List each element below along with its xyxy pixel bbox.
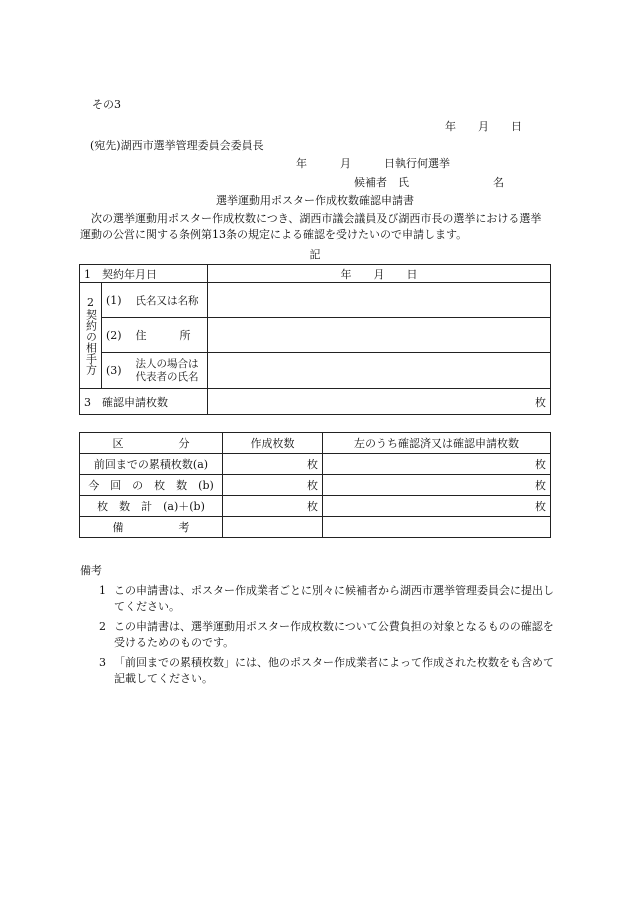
row-unit-confirmed: 枚 bbox=[323, 454, 551, 475]
sub3-label-line2: 代表者の氏名 bbox=[135, 370, 199, 383]
row-unit-confirmed bbox=[323, 517, 551, 538]
party-label: 契約の相手方 bbox=[84, 309, 98, 375]
note-item bbox=[80, 583, 560, 615]
contract-date-label: 1 契約年月日 bbox=[80, 265, 208, 283]
contract-table bbox=[79, 264, 551, 415]
party-rep-row bbox=[80, 353, 551, 389]
note-number: 3 bbox=[99, 656, 106, 669]
contract-date-row bbox=[80, 265, 551, 283]
notes-section bbox=[80, 563, 560, 687]
note-text: この申請書は、ポスター作成業者ごとに別々に候補者から湖西市選挙管理委員会に提出してください。 bbox=[114, 584, 554, 613]
sub3-label bbox=[132, 353, 208, 389]
notes-title: 備考 bbox=[80, 564, 102, 577]
row-label: 今 回 の 枚 数 (b) bbox=[80, 475, 223, 496]
document-title: 選挙運動用ポスター作成枚数確認申請書 bbox=[216, 194, 414, 207]
header-category: 区 分 bbox=[80, 433, 223, 454]
sub3-value[interactable] bbox=[208, 353, 551, 389]
sub1-number: (1) bbox=[102, 283, 132, 318]
request-count-unit: 枚 bbox=[208, 389, 551, 415]
contract-date-value: 年 月 日 bbox=[208, 265, 551, 283]
row-unit-produced bbox=[223, 517, 323, 538]
note-item bbox=[80, 655, 560, 687]
row-label: 備 考 bbox=[80, 517, 223, 538]
candidate-name-suffix: 名 bbox=[493, 176, 504, 189]
note-number: 1 bbox=[99, 584, 106, 597]
row-unit-produced: 枚 bbox=[223, 475, 323, 496]
party-name-row bbox=[80, 283, 551, 318]
party-cell bbox=[80, 283, 102, 389]
row-label: 枚 数 計 (a)＋(b) bbox=[80, 496, 223, 517]
form-number: その3 bbox=[92, 98, 121, 111]
note-item bbox=[80, 619, 560, 651]
party-number: 2 bbox=[87, 296, 94, 309]
row-unit-confirmed: 枚 bbox=[323, 496, 551, 517]
note-text: 「前回までの累積枚数」には、他のポスター作成業者によって作成された枚数をも含めて記載してください。 bbox=[114, 656, 554, 685]
sub2-label: 住 所 bbox=[132, 318, 208, 353]
sub1-value[interactable] bbox=[208, 283, 551, 318]
count-table bbox=[79, 432, 551, 538]
date-line: 年 月 日 bbox=[445, 120, 522, 133]
note-number: 2 bbox=[99, 620, 106, 633]
ki-label: 記 bbox=[309, 248, 321, 261]
party-address-row bbox=[80, 318, 551, 353]
request-count-row bbox=[80, 389, 551, 415]
body-paragraph bbox=[80, 211, 550, 243]
count-header-row bbox=[80, 433, 551, 454]
count-row bbox=[80, 454, 551, 475]
note-text: この申請書は、選挙運動用ポスター作成枚数について公費負担の対象となるものの確認を受けるためのものです。 bbox=[114, 620, 554, 649]
row-unit-produced: 枚 bbox=[223, 454, 323, 475]
row-unit-produced: 枚 bbox=[223, 496, 323, 517]
count-row bbox=[80, 496, 551, 517]
row-unit-confirmed: 枚 bbox=[323, 475, 551, 496]
header-confirmed: 左のうち確認済又は確認申請枚数 bbox=[323, 433, 551, 454]
addressee: (宛先)湖西市選挙管理委員会委員長 bbox=[90, 139, 264, 152]
sub2-number: (2) bbox=[102, 318, 132, 353]
candidate-label: 候補者 氏 bbox=[354, 176, 409, 189]
row-label: 前回までの累積枚数(a) bbox=[80, 454, 223, 475]
header-produced: 作成枚数 bbox=[223, 433, 323, 454]
sub3-number: (3) bbox=[102, 353, 132, 389]
body-text: 次の選挙運動用ポスター作成枚数につき、湖西市議会議員及び湖西市長の選挙における選挙運動の公営に関する条例第13条の規定による確認を受けたいので申請します。 bbox=[80, 212, 542, 241]
sub1-label: 氏名又は名称 bbox=[132, 283, 208, 318]
sub2-value[interactable] bbox=[208, 318, 551, 353]
sub3-label-line1: 法人の場合は bbox=[135, 357, 199, 370]
remarks-row bbox=[80, 517, 551, 538]
request-count-label: 3 確認申請枚数 bbox=[80, 389, 208, 415]
election-line: 年 月 日執行何選挙 bbox=[296, 157, 450, 170]
count-row bbox=[80, 475, 551, 496]
